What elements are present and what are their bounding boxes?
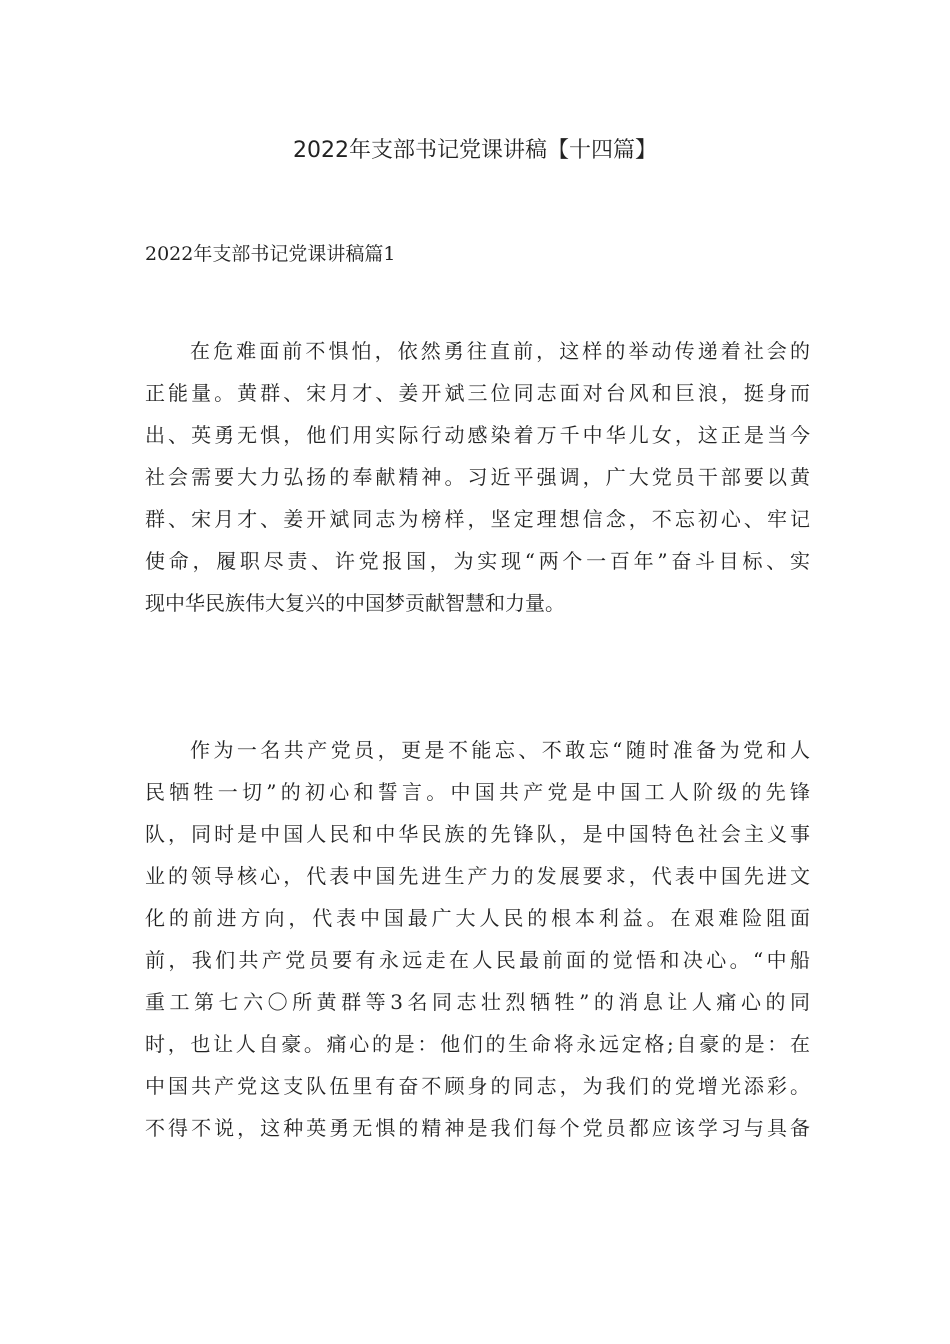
text-line: 现中华民族伟大复兴的中国梦贡献智慧和力量。 [145,591,565,615]
text-line: 群、宋月才、姜开斌同志为榜样，坚定理想信念，不忘初心、牢记 [145,507,810,531]
paragraph-2 [145,729,810,1149]
text-line: 业的领导核心，代表中国先进生产力的发展要求，代表中国先进文 [145,864,810,888]
text-line: 正能量。黄群、宋月才、姜开斌三位同志面对台风和巨浪，挺身而 [145,381,810,405]
text-line: 重工第七六〇所黄群等3名同志壮烈牺牲”的消息让人痛心的同 [145,990,810,1014]
text-line: 出、英勇无惧，他们用实际行动感染着万千中华儿女，这正是当今 [145,423,810,447]
document-title: 2022年支部书记党课讲稿【十四篇】 [293,138,657,163]
text-line: 社会需要大力弘扬的奉献精神。习近平强调，广大党员干部要以黄 [145,465,810,489]
text-line: 前，我们共产党员要有永远走在人民最前面的觉悟和决心。“中船 [145,948,810,972]
text-line: 时，也让人自豪。痛心的是：他们的生命将永远定格;自豪的是：在 [145,1032,810,1056]
paragraph-1 [145,330,810,624]
text-line: 中国共产党这支队伍里有奋不顾身的同志，为我们的党增光添彩。 [145,1074,810,1098]
text-line: 在危难面前不惧怕，依然勇往直前，这样的举动传递着社会的 [190,339,810,363]
text-line: 化的前进方向，代表中国最广大人民的根本利益。在艰难险阻面 [145,906,810,930]
text-line: 民牺牲一切”的初心和誓言。中国共产党是中国工人阶级的先锋 [145,780,810,804]
section-heading: 2022年支部书记党课讲稿篇1 [145,243,396,265]
text-line: 队，同时是中国人民和中华民族的先锋队，是中国特色社会主义事 [145,822,810,846]
text-line: 不得不说，这种英勇无惧的精神是我们每个党员都应该学习与具备 [145,1116,810,1140]
text-line: 使命，履职尽责、许党报国，为实现“两个一百年”奋斗目标、实 [145,549,810,573]
text-line: 作为一名共产党员，更是不能忘、不敢忘“随时准备为党和人 [190,738,810,762]
